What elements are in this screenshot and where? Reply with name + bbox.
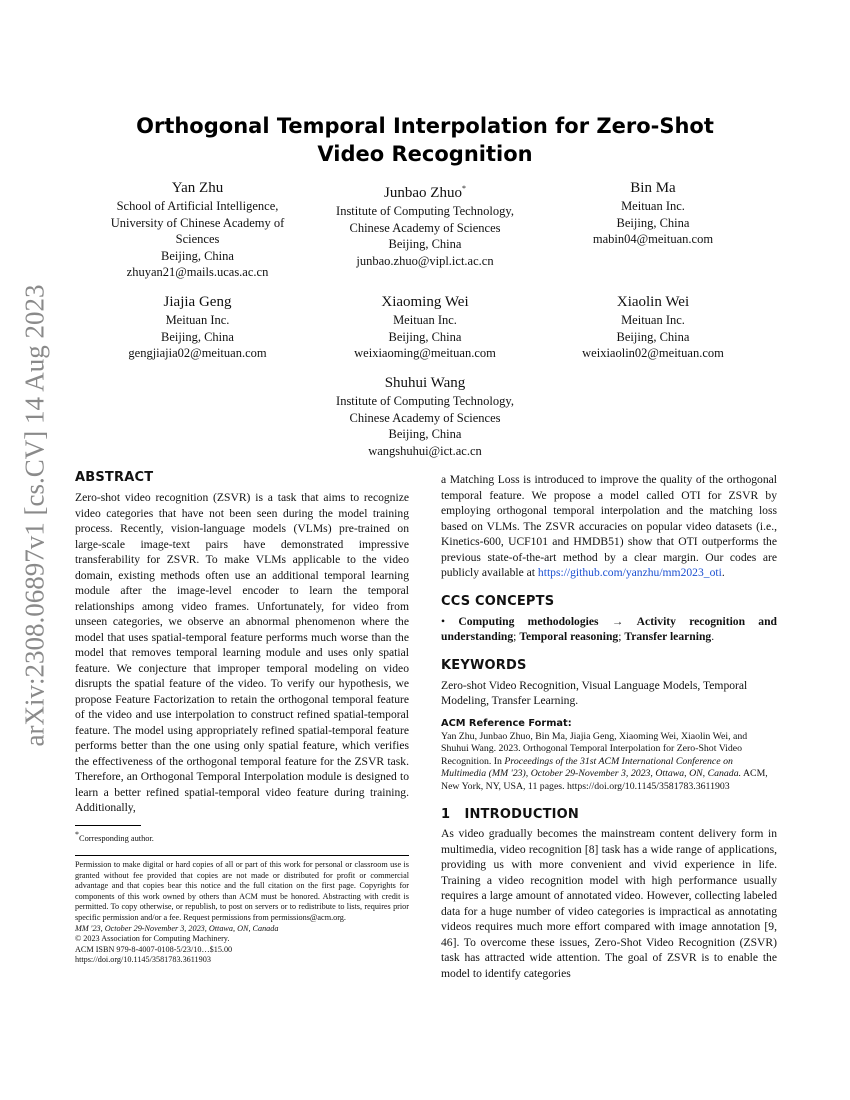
intro-text: As video gradually becomes the mainstream content delivery form in multimedia, video recognition [8] task has a wide range of applications, providing us with more convenient and vivid experience in life. Training a video recognition model with high performance usually requires a large amount of annotated video. However, collecting labeled data for a huge number of video categories is impractical as annotating videos requires much more effort compared with image annotation [9, 46]. To overcome these issues, Zero-Shot Video Recognition (ZSVR) task has attracted wide attention. The goal of ZSVR is to enable the model to identify categories xyxy=(441,827,777,980)
author-block xyxy=(90,179,305,281)
author-location: Beijing, China xyxy=(161,329,234,344)
author-name: Jiajia Geng xyxy=(163,294,232,310)
author-block xyxy=(315,179,535,269)
author-affiliation: Chinese Academy of Sciences xyxy=(349,220,501,235)
author-email: zhuyan21@mails.ucas.ac.cn xyxy=(126,265,269,279)
reference-lead: Yan Zhu, Junbao Zhuo, Bin Ma, Jiajia Geng, Xiaoming Wei, Xiaolin Wei, and Shuhui Wang. 2023. Orthogonal Temporal Interpolation for Zero-Shot Video Recognition. In xyxy=(441,730,748,767)
reference-heading: ACM Reference Format: xyxy=(441,717,572,729)
corresponding-mark: * xyxy=(461,184,466,193)
author-location: Beijing, China xyxy=(388,329,462,344)
author-name: Bin Ma xyxy=(630,180,676,196)
author-affiliation: Meituan Inc. xyxy=(621,313,685,327)
permission-copyright: © 2023 Association for Computing Machinery. xyxy=(75,934,230,944)
author-email: wangshuhui@ict.ac.cn xyxy=(368,443,482,458)
author-affiliation: Sciences xyxy=(175,232,220,246)
author-location: Beijing, China xyxy=(616,329,690,344)
abstract-end: . xyxy=(721,566,725,579)
author-affiliation: Institute of Computing Technology, xyxy=(336,204,514,218)
reference-text xyxy=(441,731,777,794)
author-location: Beijing, China xyxy=(388,427,462,441)
author-block xyxy=(315,374,535,459)
author-location: Beijing, China xyxy=(388,237,462,251)
abstract-section xyxy=(75,470,409,816)
permission-isbn: ACM ISBN 979-8-4007-0108-5/23/10…$15.00 xyxy=(75,944,233,954)
permission-block xyxy=(75,860,409,966)
ccs-separator: ; xyxy=(618,630,622,643)
reference-tail: ACM, New York, NY, USA, 11 pages. https://doi.org/10.1145/3581783.3611903 xyxy=(441,768,768,792)
code-link[interactable]: https://github.com/yanzhu/mm2023_oti xyxy=(537,566,722,579)
keywords-text: Zero-shot Video Recognition, Visual Language Models, Temporal Modeling, Transfer Learning. xyxy=(441,678,748,707)
abstract-text: Zero-shot video recognition (ZSVR) is a task that aims to recognize video categories that have not been seen during the model training process. Recently, vision-language models (VLMs) pre-trained on large-scale image-text pairs have demonstrated impressive transferability for ZSVR. To make VLMs applicable to the video domain, existing methods often use an additional temporal learning module after the image-level encoder to learn the temporal relationships among video frames. Unfortunately, for video from unseen categories, we observe an abnormal phenomenon where the model that uses spatial-temporal feature performs much worse than the model that removes temporal learning module and uses only spatial feature. We conjecture that improper temporal modeling on video disrupts the spatial feature of the video. To verify our hypothesis, we propose Feature Factorization to retain the orthogonal temporal feature of the video and use interpolation to construct refined spatial-temporal feature. The model using appropriately refined spatial-temporal feature performs better than the one using only spatial feature, which verifies the effectiveness of the orthogonal temporal feature for the ZSVR task. Therefore, an Orthogonal Temporal Interpolation module is designed to learn a better refined spatial-temporal video feature during training. Additionally, xyxy=(75,491,409,814)
ccs-concepts xyxy=(441,614,777,645)
permission-text: Permission to make digital or hard copies of all or part of this work for personal or classroom use is granted without fee provided that copies are not made or distributed for profit or commercial advantage and that copies bear this notice and the full citation on the first page. Copyrights for components of this work owned by others than ACM must be honored. Abstracting with credit is permitted. To copy otherwise, or republish, to post on servers or to redistribute to lists, requires prior specific permission and/or a fee. Request permissions from permissions@acm.org. xyxy=(75,860,409,922)
permission-doi: https://doi.org/10.1145/3581783.3611903 xyxy=(75,955,211,965)
author-affiliation: School of Artificial Intelligence, xyxy=(116,199,279,213)
author-block xyxy=(90,293,305,362)
author-location: Beijing, China xyxy=(161,248,234,263)
author-affiliation: Chinese Academy of Sciences xyxy=(349,410,501,425)
reference-proceedings: Proceedings of the 31st ACM International Conference on Multimedia (MM '23), October 29-November 3, 2023, Ottawa, ON, Canada. xyxy=(441,755,742,779)
intro-number: 1 xyxy=(441,807,451,822)
author-email: weixiaoming@meituan.com xyxy=(354,346,496,360)
abstract-continued-text: a Matching Loss is introduced to improve the quality of the orthogonal temporal feature. We propose a model called OTI for ZSVR by employing orthogonal temporal interpolation and the matching loss based on VLMs. The ZSVR accuracies on popular video datasets (i.e., Kinetics-600, UCF101 and HMDB51) show that OTI outperforms the previous state-of-the-art method by a clear margin. Our codes are publicly available at xyxy=(441,473,777,579)
author-block xyxy=(315,293,535,362)
intro-heading xyxy=(441,807,777,822)
ccs-arrow: → xyxy=(611,614,624,628)
right-column xyxy=(441,472,777,981)
abstract-continued xyxy=(441,472,777,581)
author-location: Beijing, China xyxy=(616,215,690,230)
author-email: weixiaolin02@meituan.com xyxy=(582,346,724,360)
arxiv-side-stamp xyxy=(4,280,66,750)
author-name: Xiaolin Wei xyxy=(616,294,690,310)
author-name: Shuhui Wang xyxy=(384,375,466,391)
ccs-concept-3: Transfer learning xyxy=(624,630,712,643)
abstract-heading: ABSTRACT xyxy=(75,470,154,485)
ccs-separator: ; xyxy=(513,630,517,643)
ccs-concept-2: Temporal reasoning xyxy=(519,630,619,643)
author-email: junbao.zhuo@vipl.ict.ac.cn xyxy=(356,253,494,268)
permission-venue: MM '23, October 29-November 3, 2023, Ottawa, ON, Canada xyxy=(75,923,279,933)
footnote-mark: * xyxy=(75,830,79,839)
ccs-concept-1: Activity recognition and understanding xyxy=(441,614,777,643)
author-email: mabin04@meituan.com xyxy=(592,232,714,246)
author-block xyxy=(560,179,746,248)
intro-title: INTRODUCTION xyxy=(464,807,580,822)
ccs-end: . xyxy=(711,630,715,643)
keywords-heading: KEYWORDS xyxy=(441,657,527,673)
author-affiliation: Institute of Computing Technology, xyxy=(336,394,514,408)
permission-rule xyxy=(75,855,409,856)
author-email: gengjiajia02@meituan.com xyxy=(128,346,267,360)
author-affiliation: Meituan Inc. xyxy=(165,313,230,327)
footnote-rule xyxy=(75,825,141,826)
author-name: Junbao Zhuo xyxy=(384,185,462,201)
author-block xyxy=(560,293,746,362)
arxiv-stamp-text: arXiv:2308.06897v1 [cs.CV] 14 Aug 2023 xyxy=(19,284,50,746)
author-affiliation: University of Chinese Academy of xyxy=(110,215,285,230)
author-affiliation: Meituan Inc. xyxy=(393,313,457,327)
ccs-root: Computing methodologies xyxy=(458,614,599,628)
author-affiliation: Meituan Inc. xyxy=(621,199,685,213)
paper-title: Orthogonal Temporal Interpolation for Zero-Shot Video Recognition xyxy=(136,114,714,166)
ccs-bullet: • xyxy=(441,614,446,628)
footnote-text: Corresponding author. xyxy=(79,833,154,843)
ccs-heading: CCS CONCEPTS xyxy=(441,593,555,609)
author-name: Yan Zhu xyxy=(171,180,224,196)
footnote xyxy=(75,829,409,845)
author-name: Xiaoming Wei xyxy=(381,294,469,310)
